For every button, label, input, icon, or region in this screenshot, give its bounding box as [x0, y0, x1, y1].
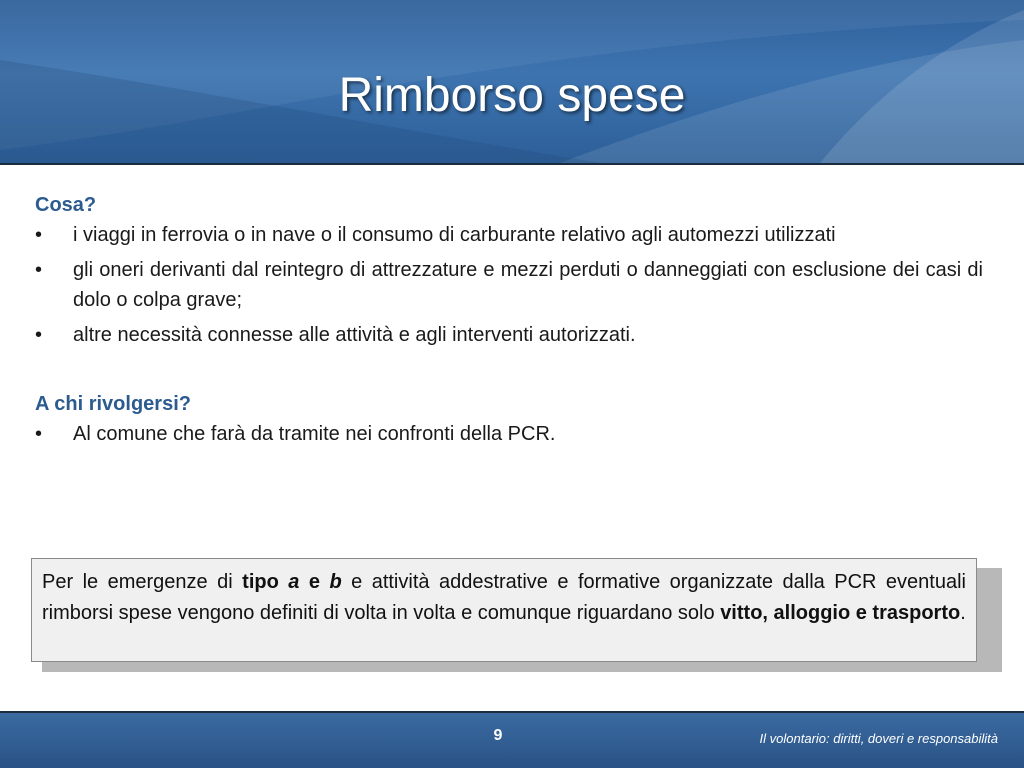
- note-bold-italic: b: [329, 571, 342, 593]
- bullet-item: [35, 320, 983, 350]
- page-number: 9: [493, 727, 503, 744]
- header-divider: [0, 163, 1024, 165]
- spacer: [35, 355, 983, 389]
- bullet-item: [35, 419, 983, 449]
- section-heading-a-chi-rivolgersi: A chi rivolgersi?: [35, 393, 191, 415]
- note-text: .: [960, 602, 966, 624]
- slide-footer: [0, 711, 1024, 768]
- note-bold: tipo: [242, 571, 289, 593]
- bullet-item: [35, 255, 983, 315]
- note-box: [31, 558, 977, 662]
- bullet-text: gli oneri derivanti dal reintegro di attrezzature e mezzi perduti o danneggiati con esclusione dei casi di dolo o colpa grave;: [73, 259, 983, 311]
- slide-title: Rimborso spese: [338, 69, 686, 122]
- bullet-text: Al comune che farà da tramite nei confronti della PCR.: [73, 423, 556, 445]
- bullet-text: i viaggi in ferrovia o in nave o il consumo di carburante relativo agli automezzi utilizzati: [73, 224, 836, 246]
- note-text: Per le emergenze di: [42, 571, 243, 593]
- bullet-item: [35, 220, 983, 250]
- note-bold-italic: a: [288, 571, 300, 593]
- bullet-list-cosa: [35, 220, 983, 350]
- note-text: e attività addestrative e formative organizzate dalla PCR eventuali rimborsi spese vengono definiti di volta in volta e comunque riguardano solo: [42, 571, 966, 624]
- slide-header: [0, 0, 1024, 163]
- note-bold: e: [299, 571, 330, 593]
- bullet-icon: •: [35, 259, 43, 281]
- bullet-list-a-chi-rivolgersi: [35, 419, 983, 449]
- footer-caption: Il volontario: diritti, doveri e responsabilità: [759, 731, 998, 746]
- bullet-icon: •: [35, 324, 43, 346]
- bullet-icon: •: [35, 224, 43, 246]
- slide-content: [35, 190, 983, 454]
- bullet-icon: •: [35, 423, 43, 445]
- bullet-text: altre necessità connesse alle attività e agli interventi autorizzati.: [73, 324, 636, 346]
- note-bold-highlight: vitto, alloggio e trasporto: [720, 602, 961, 624]
- section-heading-cosa: Cosa?: [35, 194, 97, 216]
